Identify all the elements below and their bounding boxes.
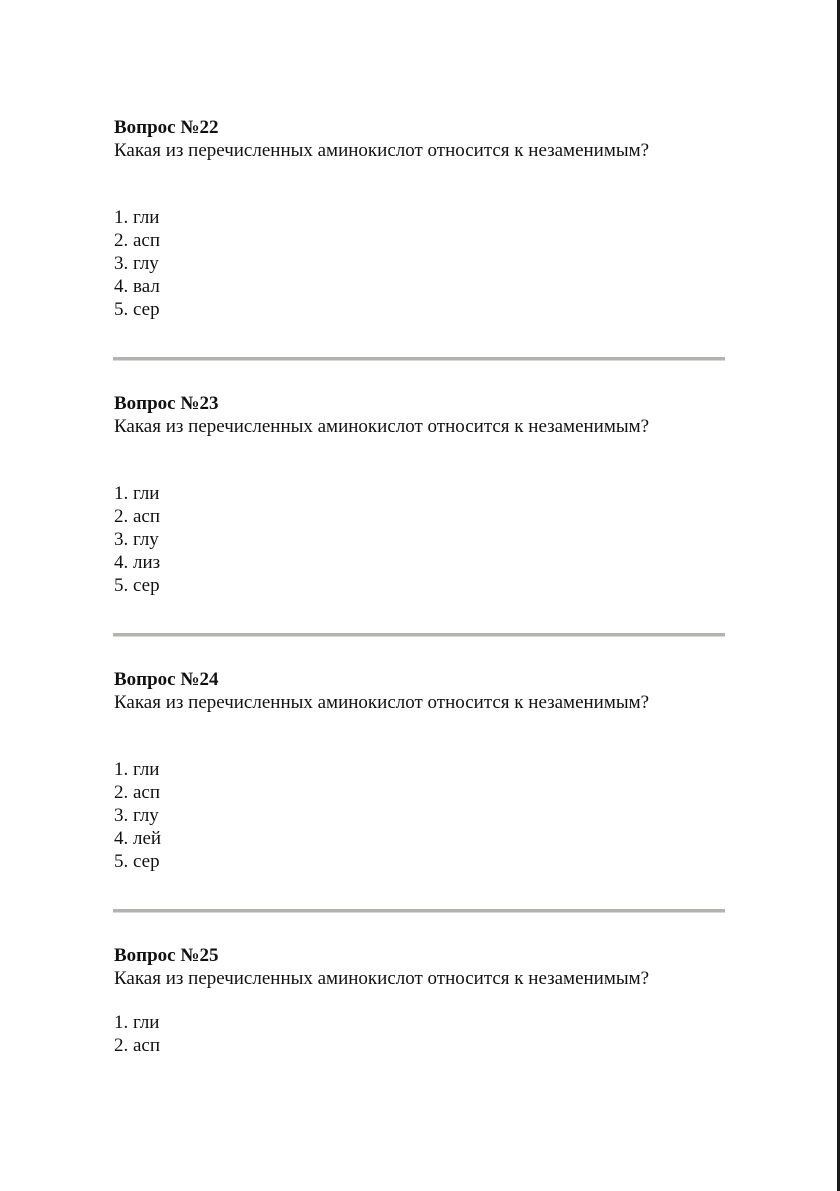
question-text: Какая из перечисленных аминокислот относится к незаменимым? bbox=[114, 968, 650, 989]
answer-option: 5. сер bbox=[114, 299, 160, 320]
question-block bbox=[114, 668, 726, 872]
question-text: Какая из перечисленных аминокислот относится к незаменимым? bbox=[114, 140, 650, 161]
answer-option: 3. глу bbox=[114, 253, 159, 274]
answer-option: 5. сер bbox=[114, 575, 160, 596]
question-text: Какая из перечисленных аминокислот относится к незаменимым? bbox=[114, 692, 650, 713]
answer-option: 1. гли bbox=[114, 207, 160, 228]
answer-option: 1. гли bbox=[114, 759, 160, 780]
answer-options bbox=[114, 758, 161, 873]
answer-option: 4. вал bbox=[114, 276, 160, 297]
question-title: Вопрос №24 bbox=[114, 669, 219, 690]
divider bbox=[113, 909, 725, 913]
answer-option: 3. глу bbox=[114, 529, 159, 550]
answer-option: 2. асп bbox=[114, 230, 161, 251]
answer-options bbox=[114, 206, 160, 321]
question-block bbox=[114, 392, 726, 596]
answer-option: 1. гли bbox=[114, 483, 160, 504]
answer-option: 5. сер bbox=[114, 851, 160, 872]
answer-option: 2. асп bbox=[114, 782, 161, 803]
divider bbox=[113, 357, 725, 361]
question-title: Вопрос №23 bbox=[114, 393, 219, 414]
answer-options bbox=[114, 482, 160, 597]
answer-option: 1. гли bbox=[114, 1012, 160, 1033]
question-text: Какая из перечисленных аминокислот относится к незаменимым? bbox=[114, 416, 650, 437]
question-block bbox=[114, 944, 726, 1056]
question-title: Вопрос №22 bbox=[114, 117, 219, 138]
answer-option: 4. лей bbox=[114, 828, 162, 849]
question-title: Вопрос №25 bbox=[114, 945, 219, 966]
answer-options bbox=[114, 1011, 160, 1057]
answer-option: 3. глу bbox=[114, 805, 159, 826]
question-block bbox=[114, 116, 726, 320]
answer-option: 2. асп bbox=[114, 506, 161, 527]
answer-option: 2. асп bbox=[114, 1035, 161, 1056]
answer-option: 4. лиз bbox=[114, 552, 161, 573]
divider bbox=[113, 633, 725, 637]
